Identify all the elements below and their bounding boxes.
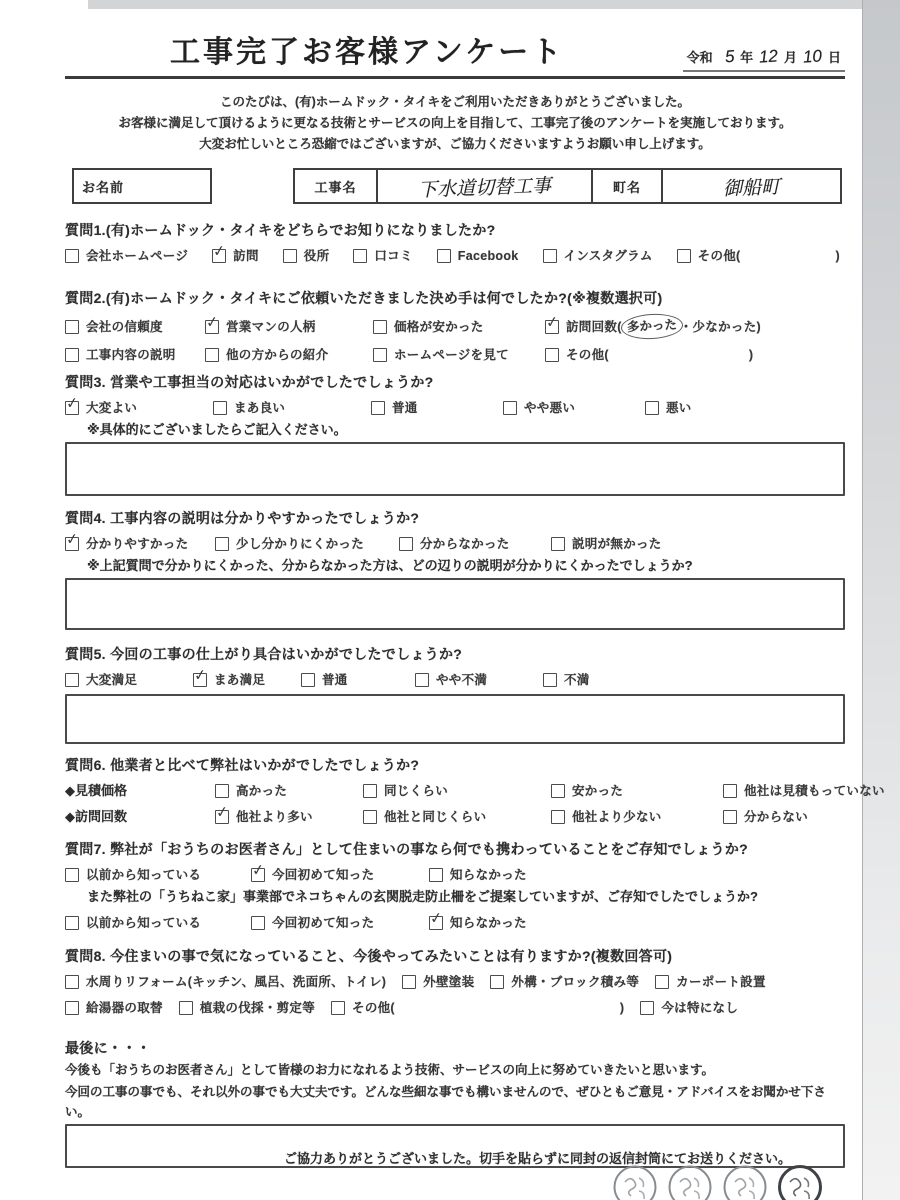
- checkbox[interactable]: [503, 401, 517, 415]
- checkbox[interactable]: [213, 401, 227, 415]
- checkbox-option: [551, 534, 845, 554]
- option-label: 給湯器の取替: [86, 1001, 163, 1015]
- checkbox-option: [250, 861, 429, 885]
- checkbox-option: [64, 530, 215, 554]
- checkbox-option: [415, 670, 543, 690]
- checkbox-option: [371, 398, 503, 418]
- question-note: また弊社の「うちねこ家」事業部でネコちゃんの玄関脱走防止柵をご提案していますが、ご存知でしたでしょうか?: [87, 889, 758, 904]
- option-label: 知らなかった: [450, 868, 527, 882]
- checkbox[interactable]: [64, 530, 80, 551]
- check-mark-icon: ✓: [214, 803, 230, 822]
- checkbox[interactable]: [551, 810, 565, 824]
- checkbox[interactable]: [490, 975, 504, 989]
- date-year-handwritten: 5: [723, 46, 735, 67]
- options-row: [65, 861, 845, 885]
- checkbox-option: [429, 865, 845, 885]
- option-label: 営業マンの人柄: [226, 319, 316, 334]
- checkbox[interactable]: [215, 784, 229, 798]
- page-title: 工事完了お客様アンケート: [170, 36, 565, 69]
- checkbox-option: [363, 807, 551, 827]
- checkbox-option: [301, 670, 415, 690]
- options-row: [65, 781, 885, 801]
- checkbox[interactable]: [399, 537, 413, 551]
- checkbox[interactable]: [645, 401, 659, 415]
- write-in-space: [395, 1001, 620, 1015]
- intro-line: お客様に満足して頂けるように更なる技術とサービスの向上を目指して、工事完了後のアンケートを実施しております。: [118, 116, 792, 130]
- hanko-stamp: [667, 1164, 713, 1200]
- date-day-label: 日: [827, 50, 841, 65]
- option-label: まあ良い: [234, 401, 286, 415]
- checkbox-option: [64, 394, 213, 418]
- date-year-label: 年: [740, 50, 754, 65]
- circled-answer: 多かった: [620, 312, 683, 340]
- option-label: カーポート設置: [676, 975, 766, 989]
- checkbox[interactable]: [655, 975, 669, 989]
- question-q7: [65, 839, 845, 933]
- question-note: ※具体的にございましたらご記入ください。: [87, 422, 347, 437]
- checkbox-option: [428, 909, 845, 933]
- options-row: [65, 666, 845, 690]
- checkbox-option: [192, 666, 301, 690]
- option-label: 大変よい: [86, 401, 138, 415]
- checkbox[interactable]: [551, 537, 565, 551]
- question-heading: 質問1.(有)ホームドック・タイキをどちらでお知りになりましたか?: [65, 222, 496, 238]
- info-fields-row: [65, 168, 845, 208]
- checkbox-option: [545, 345, 845, 365]
- intro-line: このたびは、(有)ホームドック・タイキをご利用いただきありがとうございました。: [219, 95, 691, 109]
- name-field-label: お名前: [82, 179, 125, 195]
- checkbox-option: [65, 913, 251, 933]
- checkbox-option: [65, 865, 251, 885]
- option-label: 今回初めて知った: [272, 916, 375, 930]
- option-label: 他社と同じくらい: [384, 810, 487, 824]
- option-label: 今は特になし: [661, 1001, 739, 1015]
- footer-thanks: ご協力ありがとうございました。切手を貼らずに同封の返信封筒にてお送りください。: [283, 1151, 791, 1166]
- checkbox-option: [543, 246, 653, 266]
- checkbox[interactable]: [251, 916, 265, 930]
- checkbox[interactable]: [331, 1001, 345, 1015]
- checkbox[interactable]: [65, 320, 79, 334]
- question-note: ※上記質問で分かりにくかった、分からなかった方は、どの辺りの説明が分かりにくかったでしょうか?: [87, 558, 693, 573]
- question-q3: [65, 372, 845, 496]
- checkbox[interactable]: [65, 1001, 79, 1015]
- option-label: その他(: [352, 1001, 395, 1015]
- option-label: インスタグラム: [563, 249, 653, 263]
- options-row: [64, 530, 845, 554]
- option-label: 他社より少ない: [572, 810, 662, 824]
- checkbox[interactable]: [353, 249, 367, 263]
- checkbox[interactable]: [283, 249, 297, 263]
- checkbox-option: [251, 913, 429, 933]
- checkbox[interactable]: [211, 242, 227, 263]
- row-category-label: ◆見積価格: [65, 783, 127, 798]
- checkbox-option: [399, 534, 551, 554]
- option-label: 知らなかった: [450, 916, 527, 930]
- option-label: 外壁塗装: [423, 975, 475, 989]
- question-heading: 最後に・・・: [65, 1040, 151, 1056]
- checkbox[interactable]: [65, 975, 79, 989]
- option-label: 分からない: [744, 810, 809, 824]
- checkbox[interactable]: [65, 348, 79, 362]
- question-note: 今後も「おうちのお医者さん」として皆様のお力になれるよう技術、サービスの向上に努めていきたいと思います。: [65, 1063, 715, 1077]
- question-heading: 質問8. 今住まいの事で気になっていること、今後やってみたいことは有りますか?(複数回答可): [65, 948, 673, 964]
- checkbox[interactable]: [301, 673, 315, 687]
- option-label: 少し分かりにくかった: [236, 537, 365, 551]
- hanko-stamp: [612, 1164, 658, 1200]
- checkbox-option: [65, 972, 386, 992]
- option-label: 他社より多い: [236, 810, 313, 824]
- option-label: 高かった: [236, 784, 288, 798]
- option-label: 他の方からの紹介: [226, 348, 329, 362]
- options-row: [65, 314, 845, 339]
- options-row: [65, 803, 845, 827]
- checkbox[interactable]: [437, 249, 451, 263]
- option-label: 以前から知っている: [86, 916, 202, 930]
- option-label: 訪問回数(: [566, 319, 622, 334]
- date-month-label: 月: [784, 50, 798, 65]
- checkbox[interactable]: [192, 666, 208, 687]
- checkbox[interactable]: [65, 249, 79, 263]
- checkbox[interactable]: [543, 673, 557, 687]
- option-label: 今回初めて知った: [272, 868, 375, 882]
- option-label: 普通: [392, 401, 418, 415]
- form-header: [65, 34, 845, 79]
- intro-paragraph: [65, 92, 845, 155]
- checkbox[interactable]: [640, 1001, 654, 1015]
- option-label: Facebook: [457, 249, 519, 263]
- date-month-handwritten: 12: [758, 46, 779, 67]
- option-label: 安かった: [572, 784, 624, 798]
- checkbox-option: [204, 312, 373, 337]
- checkbox-option: [205, 345, 373, 365]
- option-label: やや悪い: [524, 401, 576, 415]
- option-label: 他社は見積もっていない: [744, 784, 885, 798]
- option-label: 同じくらい: [384, 784, 449, 798]
- checkbox[interactable]: [363, 784, 377, 798]
- checkbox-option: [545, 314, 845, 339]
- checkbox-option: [402, 972, 474, 992]
- question-note: 今回の工事の事でも、それ以外の事でも大丈夫です。どんな些細な事でも構いませんので、ぜひともご意見・アドバイスをお聞かせ下さい。: [65, 1085, 826, 1119]
- checkbox-option: [503, 398, 645, 418]
- option-label: 口コミ: [374, 249, 413, 263]
- option-label: その他(: [697, 249, 741, 263]
- question-q4: [65, 508, 845, 630]
- checkbox[interactable]: [64, 394, 80, 415]
- checkbox-option: [655, 972, 766, 992]
- checkbox[interactable]: [371, 401, 385, 415]
- project-town-table: [293, 168, 842, 204]
- option-label: ): [619, 1001, 625, 1015]
- town-field-label: 町名: [612, 179, 641, 195]
- checkbox[interactable]: [250, 861, 266, 882]
- checkbox-option: [65, 345, 205, 365]
- checkbox-option: [65, 670, 193, 690]
- checkbox-option: [215, 534, 399, 554]
- date-day-handwritten: 10: [802, 46, 823, 67]
- checkbox[interactable]: [543, 249, 557, 263]
- checkbox[interactable]: [415, 673, 429, 687]
- checkbox-option: [331, 998, 624, 1018]
- checkbox[interactable]: [429, 868, 443, 882]
- check-mark-icon: ✓: [192, 666, 208, 685]
- options-row: [65, 242, 845, 266]
- date-era-label: 令和: [686, 50, 713, 65]
- option-label: ): [748, 348, 754, 362]
- checkbox-option: [65, 317, 205, 337]
- checkbox-option: [645, 398, 845, 418]
- hanko-stamp: [722, 1164, 768, 1200]
- option-label: 水周りリフォーム(キッチン、風呂、洗面所、トイレ): [86, 975, 387, 989]
- checkbox-option: [215, 781, 363, 801]
- option-label: 分かりやすかった: [86, 537, 189, 551]
- write-in-space: [609, 348, 749, 362]
- checkbox[interactable]: [214, 803, 230, 824]
- checkbox[interactable]: [65, 916, 79, 930]
- row-category-label: ◆訪問回数: [65, 809, 127, 824]
- checkbox[interactable]: [373, 320, 387, 334]
- hanko-stamps-row: [612, 1164, 823, 1200]
- options-row: [64, 394, 845, 418]
- option-label: ホームページを見て: [394, 348, 509, 362]
- option-label: 説明が無かった: [572, 537, 662, 551]
- option-label: 大変満足: [86, 673, 138, 687]
- check-mark-icon: ✓: [211, 242, 227, 261]
- option-label: 不満: [564, 673, 590, 687]
- options-row: [65, 998, 845, 1018]
- option-label: その他(: [566, 348, 609, 362]
- question-heading: 質問5. 今回の工事の仕上がり具合はいかがでしたでしょうか?: [65, 646, 463, 662]
- option-label: 工事内容の説明: [86, 348, 176, 362]
- question-heading: 質問2.(有)ホームドック・タイキにご依頼いただきました決め手は何でしたか?(※複数選択可): [65, 290, 663, 306]
- town-field-value[interactable]: 御船町: [722, 175, 781, 200]
- option-label: 外構・ブロック積み等: [511, 975, 640, 989]
- checkbox-option: [283, 246, 330, 266]
- option-label: 役所: [303, 249, 330, 263]
- question-q5: [65, 644, 845, 744]
- option-label: 悪い: [666, 401, 692, 415]
- checkbox-option: [551, 807, 723, 827]
- question-q6: [65, 755, 885, 827]
- checkbox[interactable]: [677, 249, 691, 263]
- checkbox-option: [363, 781, 551, 801]
- option-label: やや不満: [436, 673, 488, 687]
- checkbox-option: [723, 807, 845, 827]
- checkbox-option: [211, 242, 259, 266]
- checkbox-option: [65, 998, 163, 1018]
- option-label: ): [835, 249, 840, 263]
- checkbox[interactable]: [551, 784, 565, 798]
- option-label: まあ満足: [214, 673, 266, 687]
- checkbox[interactable]: [723, 784, 737, 798]
- survey-date: [683, 47, 845, 72]
- checkbox-option: [677, 246, 840, 266]
- question-heading: 質問7. 弊社が「おうちのお医者さん」として住まいの事なら何でも携わっていることをご存知でしょうか?: [65, 841, 748, 857]
- check-mark-icon: ✓: [428, 909, 444, 928]
- checkbox-option: [551, 781, 723, 801]
- checkbox[interactable]: [204, 312, 220, 334]
- checkbox-option: [213, 398, 371, 418]
- option-label: 以前から知っている: [86, 868, 202, 882]
- check-mark-icon: ✓: [64, 394, 80, 413]
- question-heading: 質問6. 他業者と比べて弊社はいかがでしたでしょうか?: [65, 757, 420, 773]
- options-row: [65, 909, 845, 933]
- option-label: ・少なかった): [679, 319, 761, 334]
- checkbox[interactable]: [723, 810, 737, 824]
- question-q8: [65, 946, 845, 1018]
- check-mark-icon: ✓: [64, 530, 80, 549]
- question-q2: [65, 288, 845, 365]
- checkbox[interactable]: [402, 975, 416, 989]
- question-heading: 質問4. 工事内容の説明は分かりやすかったでしょうか?: [65, 510, 420, 526]
- check-mark-icon: ✓: [250, 861, 266, 880]
- option-label: 会社ホームページ: [86, 249, 189, 263]
- project-field-label: 工事名: [314, 179, 357, 195]
- checkbox-option: [214, 803, 363, 827]
- option-label: 普通: [322, 673, 348, 687]
- check-mark-icon: ✓: [204, 312, 220, 332]
- checkbox-option: [543, 670, 845, 690]
- comment-box[interactable]: [65, 694, 845, 744]
- checkbox[interactable]: [428, 909, 444, 930]
- question-q1: [65, 220, 845, 266]
- option-label: 植栽の伐採・剪定等: [199, 1001, 316, 1015]
- intro-line: 大変お忙しいところ恐縮ではございますが、ご協力くださいますようお願い申し上げます。: [199, 137, 711, 151]
- checkbox-option: [723, 781, 885, 801]
- option-label: 価格が安かった: [394, 319, 484, 334]
- question-heading: 質問3. 営業や工事担当の対応はいかがでしたでしょうか?: [65, 374, 434, 390]
- hanko-stamp: [777, 1164, 823, 1200]
- checkbox[interactable]: [545, 348, 559, 362]
- checkbox-option: [437, 246, 519, 266]
- options-row: [65, 345, 845, 365]
- project-field-value[interactable]: 下水道切替工事: [417, 174, 552, 201]
- checkbox[interactable]: [179, 1001, 193, 1015]
- checkbox[interactable]: [373, 348, 387, 362]
- checkbox[interactable]: [65, 868, 79, 882]
- checkbox[interactable]: [363, 810, 377, 824]
- check-mark-icon: ✓: [544, 312, 560, 332]
- checkbox-option: [490, 972, 639, 992]
- checkbox-option: [179, 998, 315, 1018]
- comment-box[interactable]: [65, 578, 845, 630]
- checkbox-option: [373, 345, 545, 365]
- checkbox[interactable]: [205, 348, 219, 362]
- checkbox-option: [65, 246, 188, 266]
- name-field-box: [72, 168, 212, 204]
- comment-box[interactable]: [65, 442, 845, 496]
- checkbox-option: [373, 317, 545, 337]
- checkbox[interactable]: [65, 673, 79, 687]
- checkbox-option: [640, 998, 738, 1018]
- checkbox[interactable]: [544, 312, 560, 334]
- option-label: 訪問: [233, 249, 259, 263]
- checkbox-option: [353, 246, 412, 266]
- checkbox[interactable]: [215, 537, 229, 551]
- option-label: 会社の信頼度: [86, 319, 163, 334]
- option-label: 分からなかった: [420, 537, 510, 551]
- write-in-space: [741, 249, 836, 263]
- options-row: [65, 972, 845, 992]
